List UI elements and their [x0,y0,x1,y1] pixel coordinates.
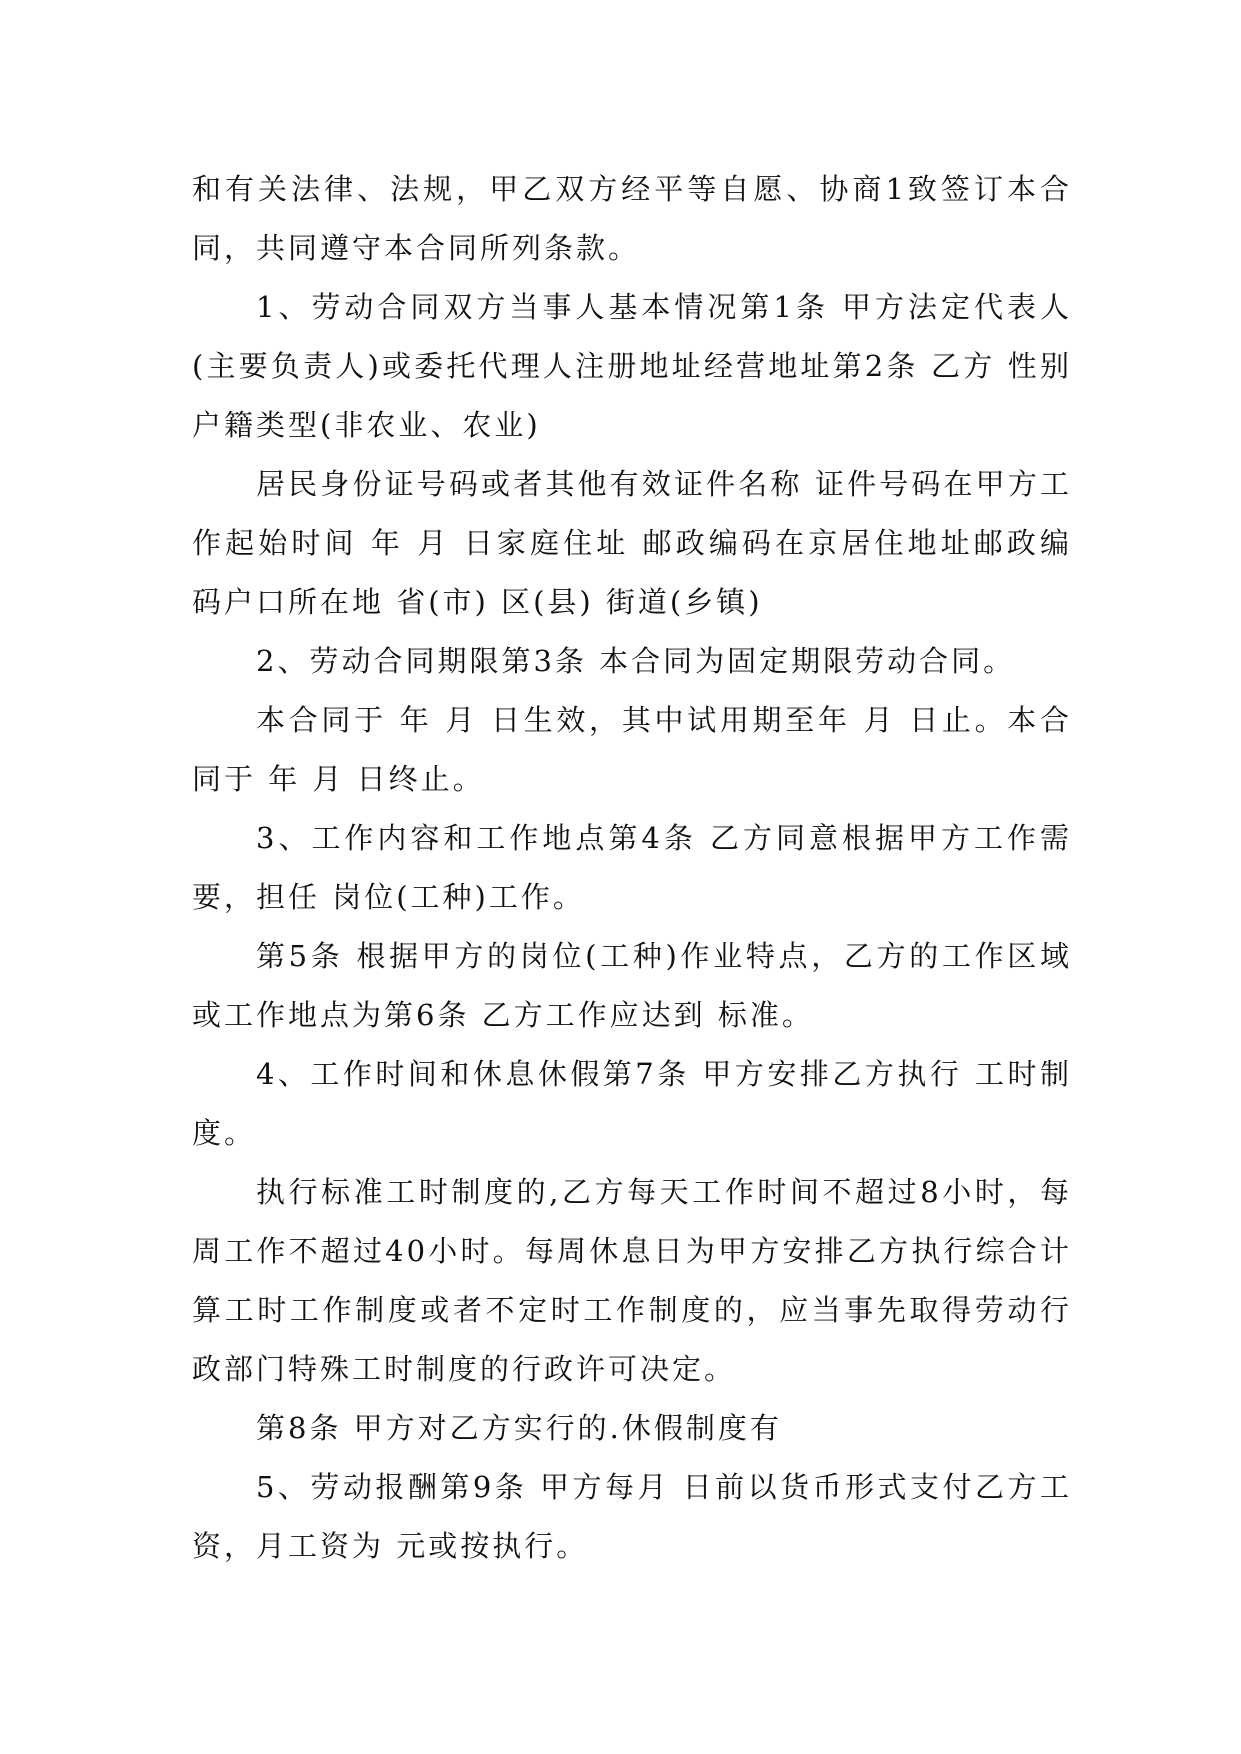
paragraph-5: 本合同于 年 月 日生效，其中试用期至年 月 日止。本合同于 年 月 日终止。 [192,703,1072,796]
paragraph-9: 执行标准工时制度的,乙方每天工作时间不超过8小时，每周工作不超过40小时。每周休息日为甲方安排乙方执行综合计算工时工作制度或者不定时工作制度的，应当事先取得劳动行政部门特殊工时制度的行政许可决定。 [192,1175,1072,1386]
paragraph-11: 5、劳动报酬第9条 甲方每月 日前以货币形式支付乙方工资，月工资为 元或按执行。 [192,1470,1072,1563]
paragraph-10: 第8条 甲方对乙方实行的.休假制度有 [256,1411,782,1445]
paragraph-8: 4、工作时间和休息休假第7条 甲方安排乙方执行 工时制度。 [192,1057,1072,1150]
paragraph-1: 和有关法律、法规，甲乙双方经平等自愿、协商1致签订本合同，共同遵守本合同所列条款。 [192,172,1072,265]
paragraph-4: 2、劳动合同期限第3条 本合同为固定期限劳动合同。 [256,644,1016,678]
paragraph-6: 3、工作内容和工作地点第4条 乙方同意根据甲方工作需要，担任 岗位(工种)工作。 [192,821,1072,914]
document-body [192,160,1072,1576]
paragraph-7: 第5条 根据甲方的岗位(工种)作业特点，乙方的工作区域或工作地点为第6条 乙方工作应达到 标准。 [192,939,1072,1032]
paragraph-3: 居民身份证号码或者其他有效证件名称 证件号码在甲方工作起始时间 年 月 日家庭住址 邮政编码在京居住地址邮政编码户口所在地 省(市) 区(县) 街道(乡镇) [192,467,1072,619]
paragraph-2: 1、劳动合同双方当事人基本情况第1条 甲方法定代表人(主要负责人)或委托代理人注册地址经营地址第2条 乙方 性别户籍类型(非农业、农业) [192,290,1072,442]
